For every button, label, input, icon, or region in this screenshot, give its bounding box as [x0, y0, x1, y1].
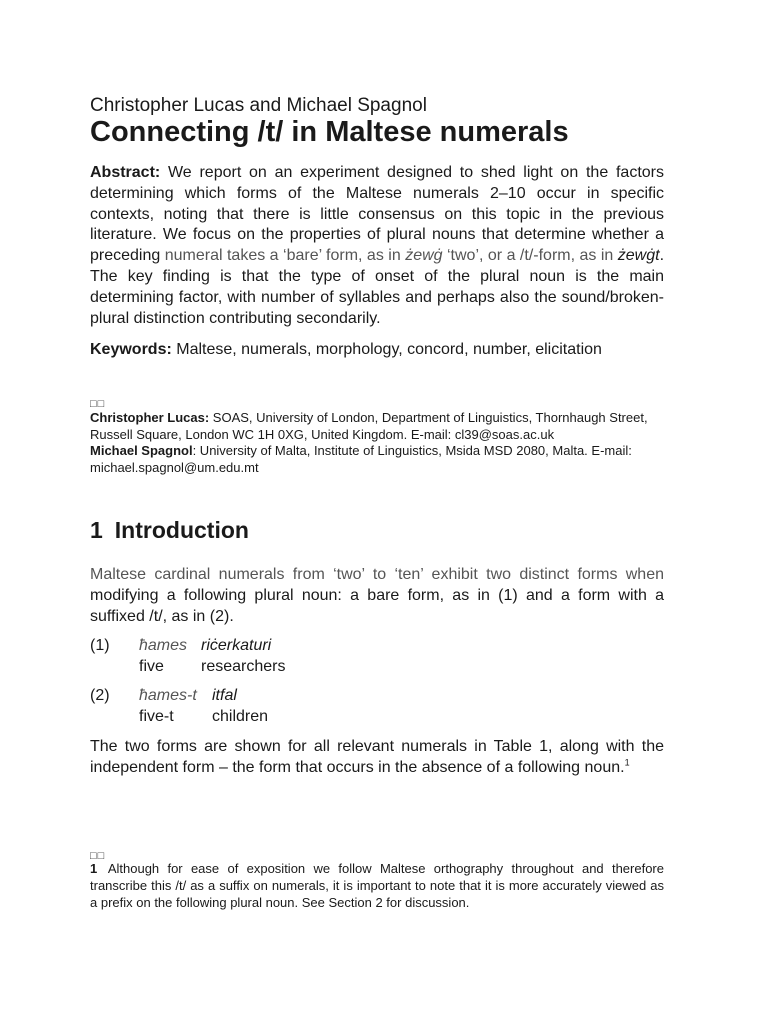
abstract-form-t: żewġt	[617, 247, 660, 265]
example-word: ħames-t	[139, 687, 197, 704]
footnote-marker: □□	[90, 850, 106, 862]
gloss-word: researchers	[201, 657, 286, 675]
abstract-text-b: numeral takes a ‘bare’ form, as in	[164, 247, 406, 265]
keywords-text: Maltese, numerals, morphology, concord, number, elicitation	[171, 341, 602, 358]
footnote	[90, 860, 664, 911]
affiliation-marker: □□	[90, 398, 106, 410]
gloss-word: children	[212, 707, 269, 725]
gloss-word: five	[139, 657, 164, 675]
footnote-text: Although for ease of exposition we follow Maltese orthography throughout and therefore transcribe this /t/ as a suffix on numerals, it is important to note that it is more accurately viewed as a prefix on the following plural noun. See Section 2 for discussion.	[90, 861, 664, 910]
intro-text-b: modifying a following plural noun: a bare form, as in (1) and a form with a suffixed /t/, as in (2).	[90, 586, 664, 625]
example-1	[90, 636, 285, 677]
body-paragraph	[90, 737, 664, 779]
abstract-text-a: We report on an experiment designed to shed light on the factors determining which forms of the Maltese numerals 2–10 occur in specific contexts, noting that there is little consensus on this topic in the previous literature. We focus on the properties of plural nouns that determine whether a preceding	[90, 164, 664, 265]
example-gloss	[90, 657, 285, 678]
affiliation-text: : University of Malta, Institute of Linguistics, Msida MSD 2080, Malta. E-mail: michael.spagnol@um.edu.mt	[90, 443, 632, 475]
example-word: riċerkaturi	[201, 637, 272, 654]
affiliation-name: Christopher Lucas:	[90, 410, 210, 425]
footnote-reference[interactable]: 1	[624, 757, 630, 768]
example-line	[90, 686, 268, 707]
abstract-text-c: ‘two’, or a /t/-form, as in	[442, 247, 618, 265]
affiliation-text: SOAS, University of London, Department of Linguistics, Thornhaugh Street, Russell Square, London WC 1H 0XG, United Kingdom. E-mail: cl39@soas.ac.uk	[90, 410, 648, 442]
keywords-line	[90, 339, 664, 361]
example-word: ħames	[139, 637, 188, 654]
example-word: itfal	[212, 687, 237, 704]
section-number: 1	[90, 517, 103, 543]
affiliation-spagnol	[90, 443, 664, 476]
intro-text-a: Maltese cardinal numerals from ‘two’ to ‘ten’ exhibit two distinct forms when	[90, 566, 664, 583]
author-line: Christopher Lucas and Michael Spagnol	[90, 95, 427, 116]
abstract-form-bare: żewġ	[405, 247, 443, 265]
abstract-paragraph	[90, 163, 664, 329]
body-text: The two forms are shown for all relevant numerals in Table 1, along with the independent form – the form that occurs in the absence of a following noun.	[90, 738, 664, 776]
gloss-word: five-t	[139, 707, 174, 725]
example-gloss	[90, 707, 268, 728]
paper-title: Connecting /t/ in Maltese numerals	[90, 116, 569, 148]
affiliation-lucas	[90, 410, 664, 443]
example-line	[90, 636, 285, 657]
section-heading	[90, 515, 249, 545]
affiliations	[90, 410, 664, 476]
abstract-label: Abstract:	[90, 164, 161, 181]
example-2	[90, 686, 268, 727]
abstract-text-d: . The key finding is that the type of onset of the plural noun is the main determining factor, with number of syllables and perhaps also the sound/broken-plural distinction contributing secondarily.	[90, 247, 665, 327]
intro-paragraph	[90, 565, 664, 627]
section-title: Introduction	[114, 517, 249, 543]
example-number: (2)	[90, 687, 110, 704]
keywords-label: Keywords:	[90, 341, 172, 358]
example-number: (1)	[90, 637, 110, 654]
affiliation-name: Michael Spagnol	[90, 443, 193, 458]
footnote-number: 1	[90, 861, 98, 876]
